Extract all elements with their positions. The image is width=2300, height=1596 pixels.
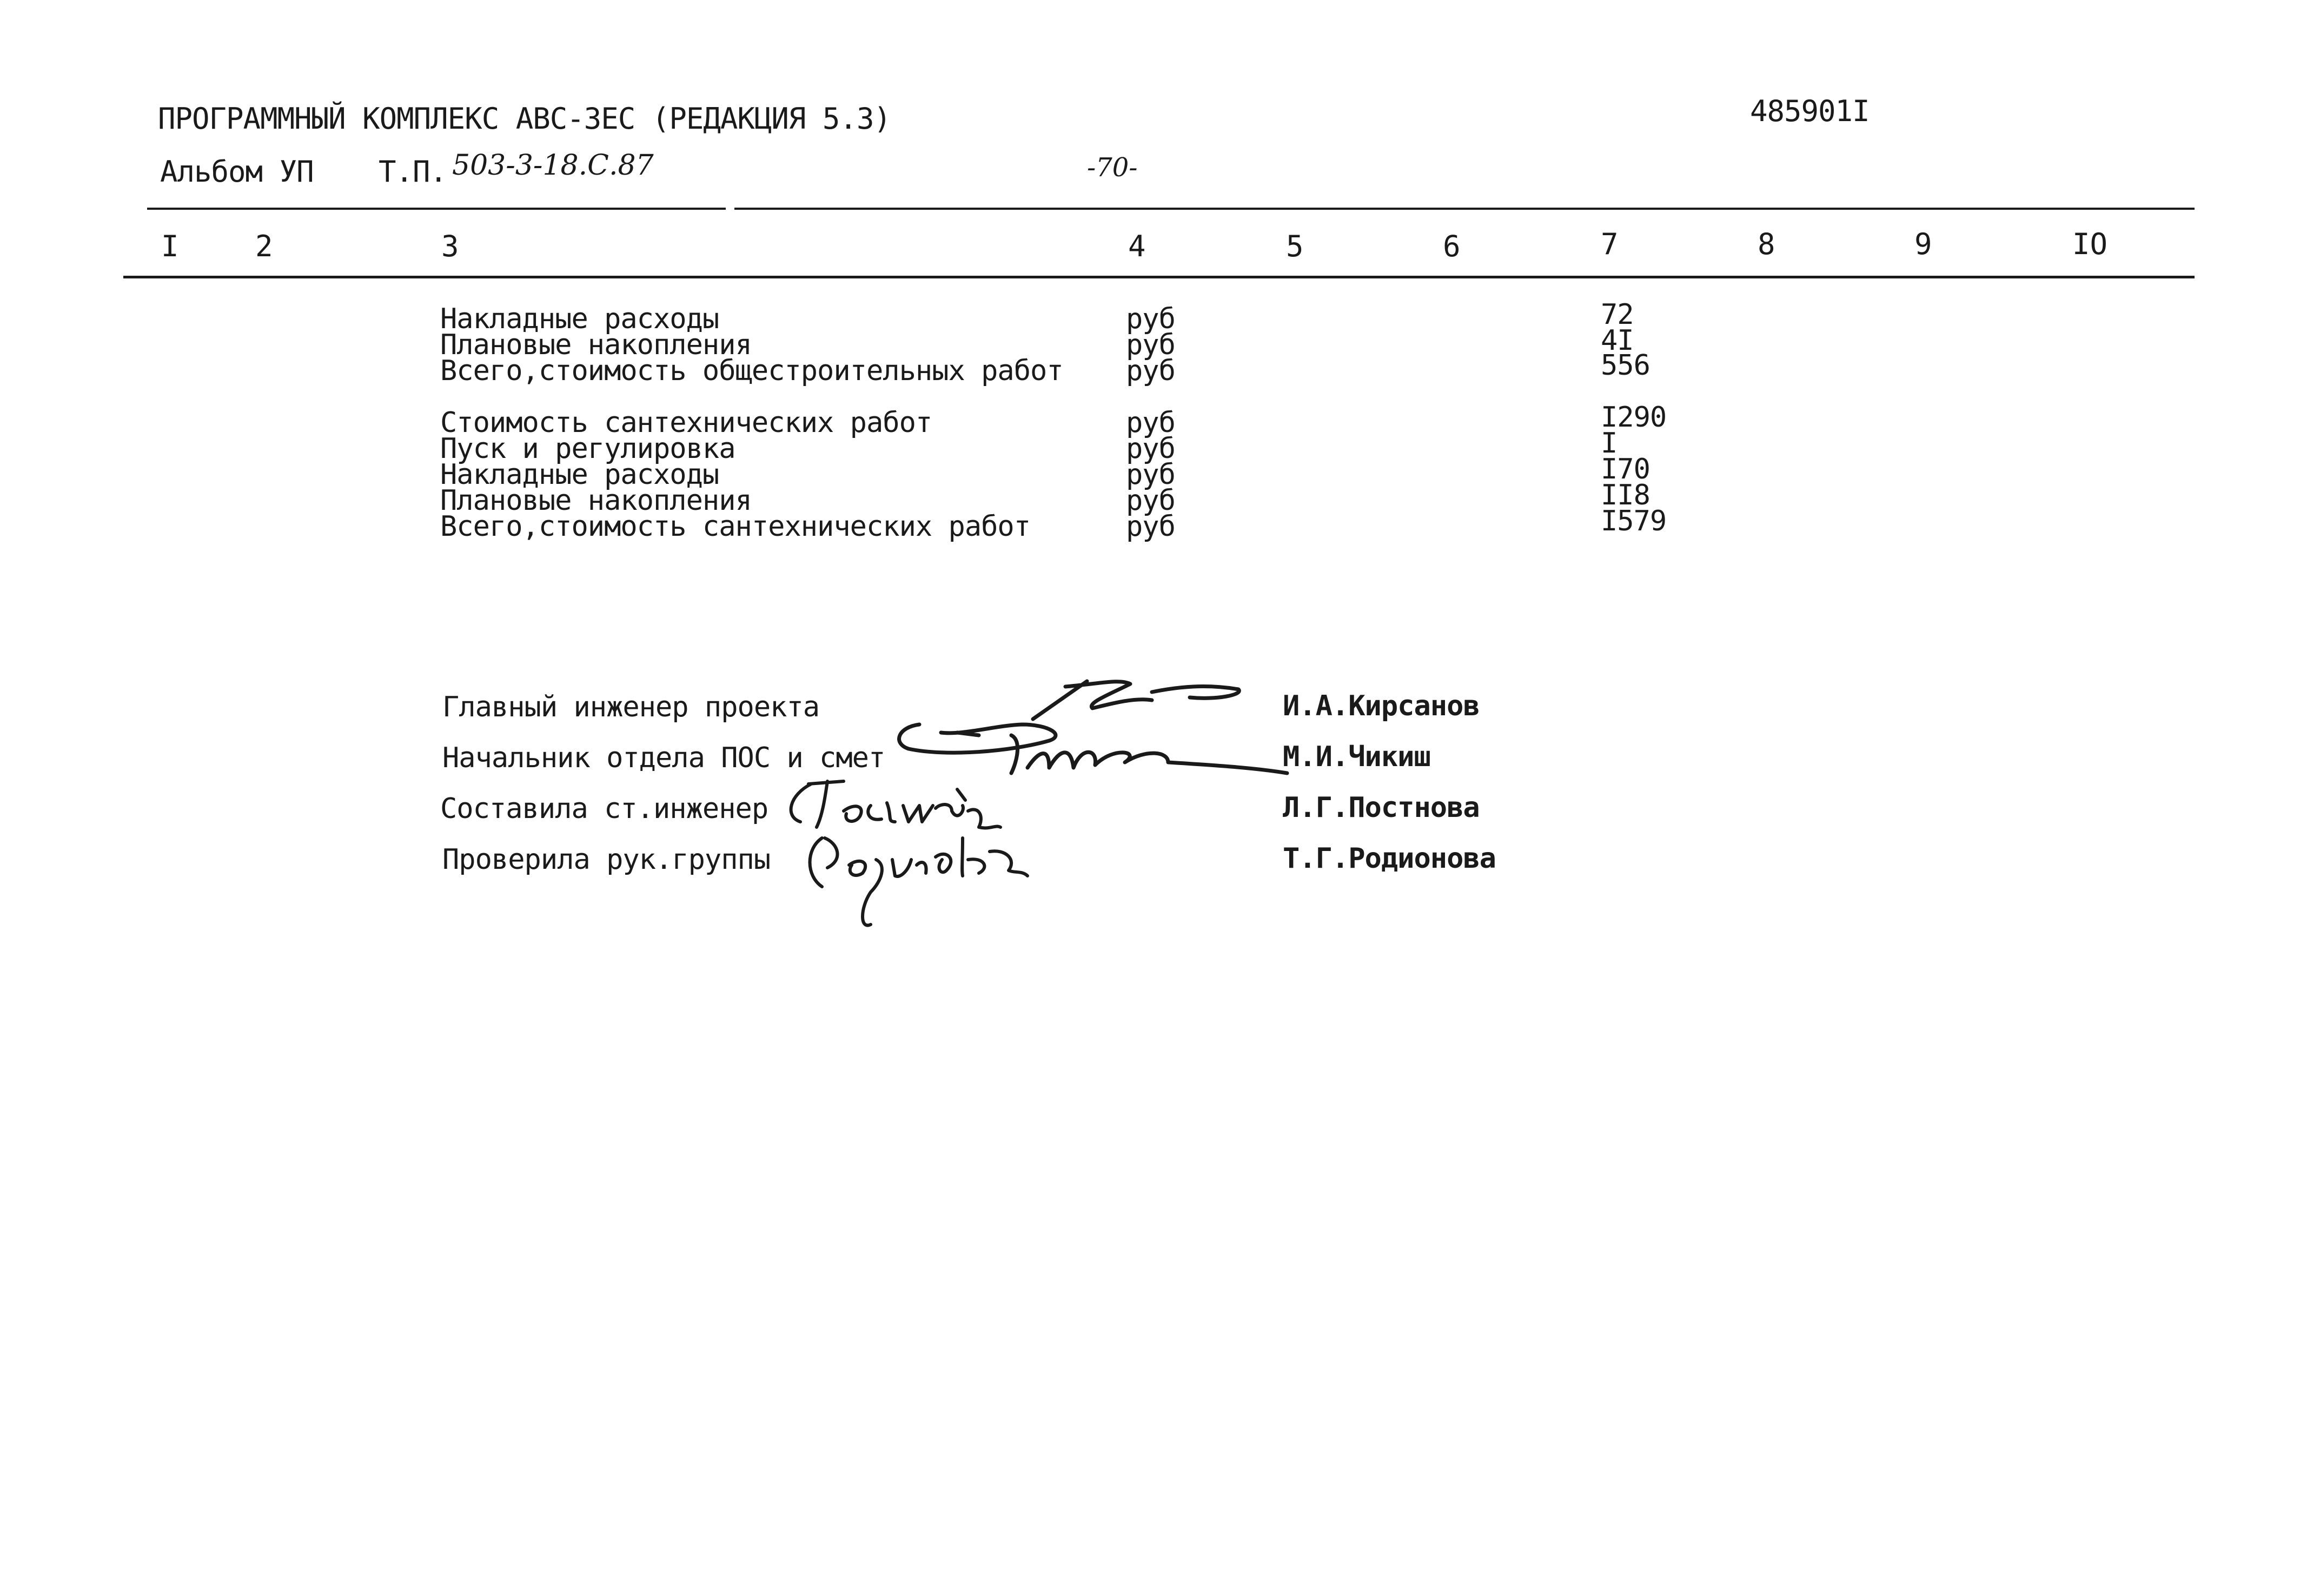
- signatory-name: И.А.Кирсанов: [1283, 690, 1480, 722]
- page-number: -70-: [1087, 152, 1138, 183]
- row-name: Плановые накопления: [440, 329, 752, 361]
- signatory-name: М.И.Чикиш: [1283, 741, 1430, 773]
- row-value: I290: [1601, 401, 1667, 434]
- column-number: 8: [1758, 227, 1775, 261]
- row-name: Всего,стоимость сантехнических работ: [440, 510, 1031, 543]
- column-number: 9: [1914, 227, 1932, 261]
- row-value: 72: [1601, 298, 1634, 331]
- row-name: Всего,стоимость общестроительных работ: [440, 355, 1063, 387]
- row-unit: руб: [1126, 355, 1175, 387]
- signature-role: Начальник отдела ПОС и смет: [442, 742, 885, 774]
- table-row: [440, 329, 752, 361]
- table-row: [440, 484, 752, 517]
- table-row: [440, 433, 735, 465]
- table-row: [440, 303, 719, 335]
- row-value: I: [1601, 427, 1618, 460]
- document-number: 485901I: [1750, 94, 1870, 128]
- row-unit: руб: [1126, 433, 1175, 465]
- row-name: Пуск и регулировка: [440, 433, 735, 465]
- row-name: Стоимость сантехнических работ: [440, 407, 932, 439]
- signature-role: Составила ст.инженер: [440, 793, 768, 825]
- header-rule-top-left: [147, 208, 726, 210]
- column-number: 5: [1286, 229, 1304, 263]
- row-value: II8: [1601, 479, 1650, 511]
- signatory-name: Т.Г.Родионова: [1283, 842, 1496, 875]
- row-unit: руб: [1126, 458, 1175, 491]
- row-value: I579: [1601, 505, 1667, 537]
- row-unit: руб: [1126, 329, 1175, 361]
- row-unit: руб: [1126, 407, 1175, 439]
- tp-code: 503-3-18.С.87: [452, 149, 654, 182]
- row-name: Плановые накопления: [440, 484, 752, 517]
- album-label: Альбом УП: [160, 155, 314, 189]
- column-number: 7: [1601, 227, 1619, 261]
- program-title: ПРОГРАММНЫЙ КОМПЛЕКС АВС-ЗЕС (РЕДАКЦИЯ 5.3): [158, 102, 891, 136]
- row-value: 4I: [1601, 324, 1634, 357]
- table-row: [440, 458, 719, 491]
- tp-label: Т.П.: [379, 155, 447, 189]
- signatory-name: Л.Г.Постнова: [1283, 792, 1480, 824]
- column-number: 4: [1128, 229, 1146, 263]
- row-unit: руб: [1126, 484, 1175, 517]
- header-rule-top-right: [734, 208, 2195, 210]
- table-row: [440, 510, 1031, 543]
- row-name: Накладные расходы: [440, 303, 719, 335]
- row-unit: руб: [1126, 303, 1175, 335]
- signature-rodionova-drawing: [800, 827, 1038, 935]
- column-number: IO: [2072, 227, 2108, 261]
- column-number: 2: [255, 229, 273, 263]
- row-value: I70: [1601, 453, 1650, 486]
- column-number: 3: [441, 229, 459, 263]
- row-unit: руб: [1126, 510, 1175, 543]
- row-name: Накладные расходы: [440, 458, 719, 491]
- row-value: 556: [1601, 349, 1650, 382]
- column-number: I: [161, 229, 179, 263]
- table-row: [440, 407, 932, 439]
- column-number: 6: [1443, 229, 1461, 263]
- table-row: [440, 355, 1063, 387]
- signature-role: Проверила рук.группы: [442, 843, 771, 876]
- header-rule-bottom: [123, 276, 2195, 278]
- signature-role: Главный инженер проекта: [442, 691, 820, 723]
